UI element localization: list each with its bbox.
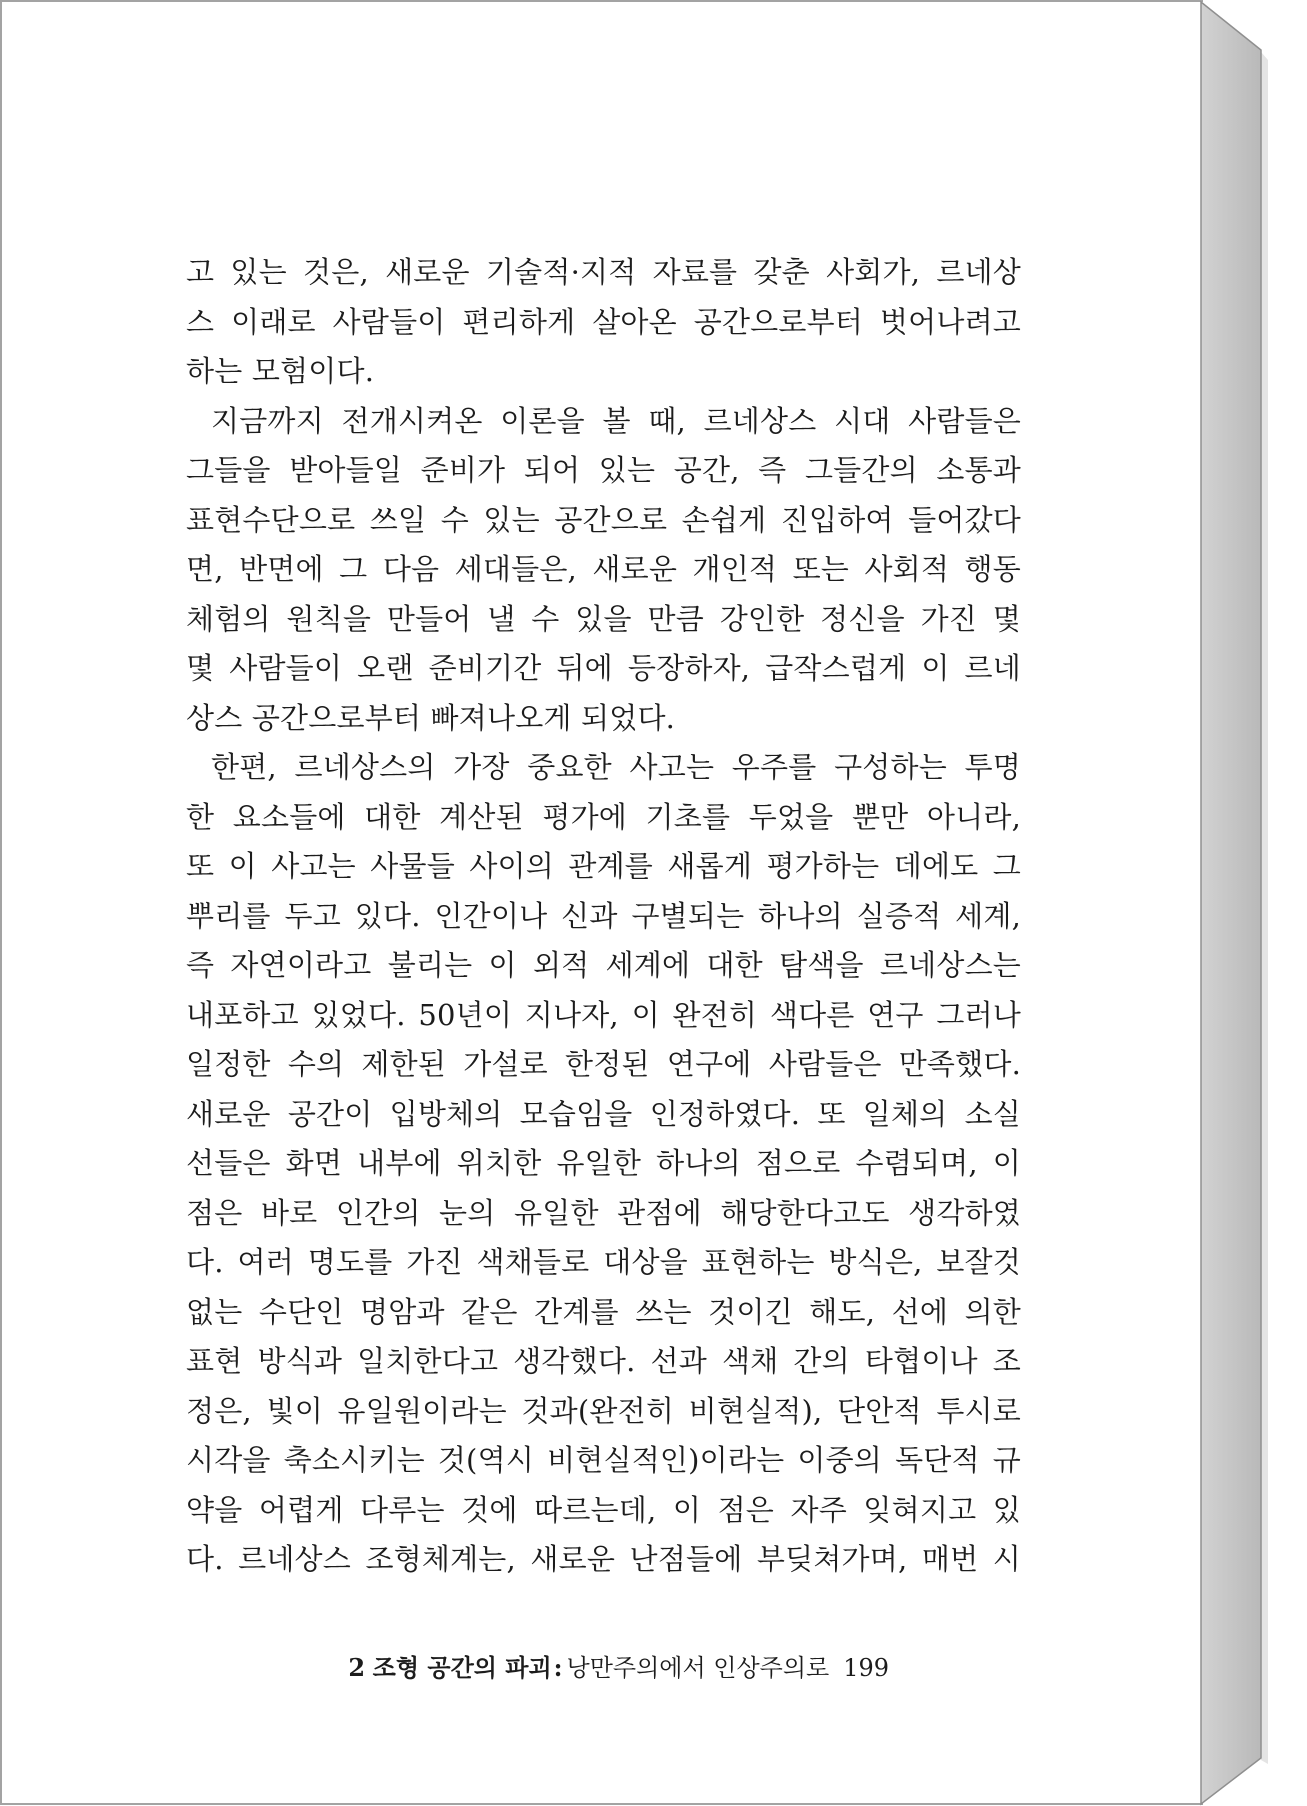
text-line: 또 이 사고는 사물들 사이의 관계를 새롭게 평가하는 데에도 그 (186, 849, 1021, 883)
chapter-subtitle: 낭만주의에서 인상주의로 (566, 1654, 830, 1682)
text-line: 일정한 수의 제한된 가설로 한정된 연구에 사람들은 만족했다. (186, 1047, 1021, 1081)
text-line: 하는 모험이다. (186, 354, 375, 388)
chapter-number: 2 (348, 1653, 366, 1682)
text-line: 점은 바로 인간의 눈의 유일한 관점에 해당한다고도 생각하였 (186, 1195, 1021, 1230)
text-line: 시각을 축소시키는 것(역시 비현실적인)이라는 이중의 독단적 규 (186, 1443, 1021, 1477)
text-line: 면, 반면에 그 다음 세대들은, 새로운 개인적 또는 사회적 행동 (186, 552, 1021, 586)
text-line: 다. 르네상스 조형체계는, 새로운 난점들에 부딪쳐가며, 매번 시 (186, 1542, 1021, 1576)
text-line: 상스 공간으로부터 빠져나오게 되었다. (186, 700, 676, 735)
text-line: 약을 어렵게 다루는 것에 따르는데, 이 점은 자주 잊혀지고 있 (186, 1492, 1021, 1527)
text-line: 지금까지 전개시켜온 이론을 볼 때, 르네상스 시대 사람들은 (211, 403, 1021, 438)
text-line: 표현수단으로 쓰일 수 있는 공간으로 손쉽게 진입하여 들어갔다 (186, 502, 1021, 537)
text-line: 스 이래로 사람들이 편리하게 살아온 공간으로부터 벗어나려고 (186, 304, 1021, 339)
chapter-title: 조형 공간의 파괴 (372, 1653, 552, 1682)
text-line: 뿌리를 두고 있다. 인간이나 신과 구별되는 하나의 실증적 세계, (186, 898, 1021, 933)
page-edge-side (1201, 2, 1261, 1804)
body-text (186, 248, 1021, 1585)
text-line: 선들은 화면 내부에 위치한 유일한 하나의 점으로 수렴되며, 이 (186, 1146, 1021, 1180)
text-line: 표현 방식과 일치한다고 생각했다. 선과 색채 간의 타협이나 조 (186, 1344, 1021, 1378)
text-line: 없는 수단인 명암과 같은 간계를 쓰는 것이긴 해도, 선에 의한 (186, 1294, 1021, 1329)
text-line: 한 요소들에 대한 계산된 평가에 기초를 두었을 뿐만 아니라, (186, 799, 1021, 834)
page-number: 199 (843, 1654, 889, 1682)
text-line: 그들을 받아들일 준비가 되어 있는 공간, 즉 그들간의 소통과 (186, 453, 1021, 487)
text-line: 다. 여러 명도를 가진 색채들로 대상을 표현하는 방식은, 보잘것 (186, 1245, 1021, 1279)
text-line: 정은, 빛이 유일원이라는 것과(완전히 비현실적), 단안적 투시로 (186, 1393, 1021, 1428)
page-edge-shadow (1261, 52, 1268, 1764)
running-footer (348, 1652, 889, 1684)
text-line: 고 있는 것은, 새로운 기술적·지적 자료를 갖춘 사회가, 르네상 (186, 255, 1021, 289)
text-line: 내포하고 있었다. 50년이 지나자, 이 완전히 색다른 연구 그러나 (186, 997, 1021, 1032)
text-line: 체험의 원칙을 만들어 낼 수 있을 만큼 강인한 정신을 가진 몇 (186, 601, 1021, 636)
text-line: 한편, 르네상스의 가장 중요한 사고는 우주를 구성하는 투명 (211, 750, 1021, 784)
footer-separator: : (553, 1653, 563, 1682)
text-line: 몇 사람들이 오랜 준비기간 뒤에 등장하자, 급작스럽게 이 르네 (186, 651, 1021, 685)
text-line: 즉 자연이라고 불리는 이 외적 세계에 대한 탐색을 르네상스는 (186, 948, 1021, 982)
text-line: 새로운 공간이 입방체의 모습임을 인정하였다. 또 일체의 소실 (186, 1096, 1021, 1131)
